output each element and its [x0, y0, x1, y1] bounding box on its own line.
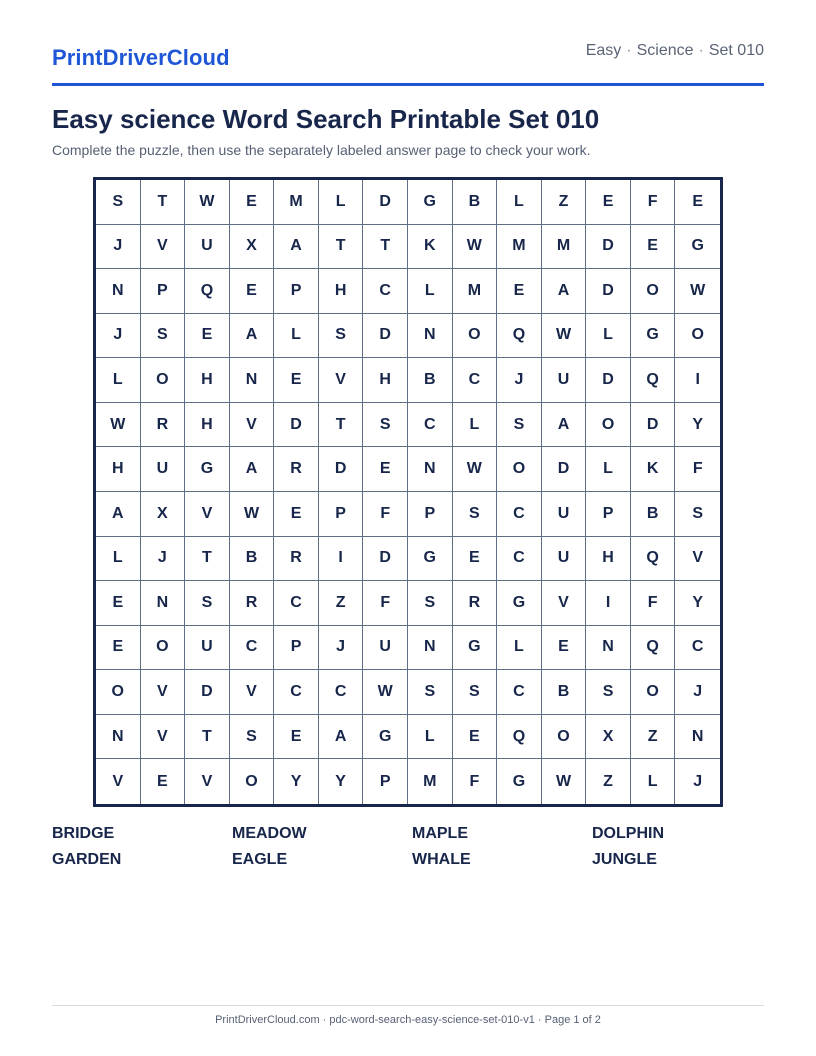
grid-cell[interactable]: J — [675, 670, 720, 715]
grid-cell[interactable]: M — [497, 225, 542, 270]
breadcrumb — [586, 42, 764, 60]
grid-cell[interactable]: C — [363, 269, 408, 314]
footer-doc-id: pdc-word-search-easy-science-set-010-v1 — [329, 1014, 535, 1026]
footer-site: PrintDriverCloud.com — [215, 1014, 320, 1026]
grid-cell[interactable]: M — [542, 225, 587, 270]
grid-cell[interactable]: D — [586, 225, 631, 270]
footer-divider — [52, 1005, 764, 1006]
grid-cell[interactable]: Q — [497, 314, 542, 359]
grid-cell[interactable]: D — [274, 403, 319, 448]
grid-cell[interactable]: H — [185, 358, 230, 403]
grid-cell[interactable]: C — [497, 492, 542, 537]
grid-cell[interactable]: E — [542, 626, 587, 671]
grid-cell[interactable]: C — [453, 358, 498, 403]
grid-cell[interactable]: N — [586, 626, 631, 671]
grid-cell[interactable]: L — [631, 759, 676, 804]
grid-cell[interactable]: U — [542, 358, 587, 403]
grid-cell[interactable]: Z — [586, 759, 631, 804]
grid-cell[interactable]: L — [274, 314, 319, 359]
grid-cell[interactable]: S — [141, 314, 186, 359]
grid-cell[interactable]: T — [185, 715, 230, 760]
grid-cell[interactable]: S — [453, 492, 498, 537]
grid-cell[interactable]: X — [586, 715, 631, 760]
grid-cell[interactable]: S — [363, 403, 408, 448]
breadcrumb-set: Set 010 — [708, 42, 764, 59]
grid-cell[interactable]: L — [497, 180, 542, 225]
grid-cell[interactable]: E — [363, 447, 408, 492]
grid-cell[interactable]: D — [631, 403, 676, 448]
grid-cell[interactable]: R — [453, 581, 498, 626]
grid-cell[interactable]: G — [675, 225, 720, 270]
grid-cell[interactable]: F — [363, 492, 408, 537]
grid-cell[interactable]: P — [141, 269, 186, 314]
grid-cell[interactable]: O — [631, 269, 676, 314]
grid-cell[interactable]: H — [363, 358, 408, 403]
grid-cell[interactable]: Y — [319, 759, 364, 804]
grid-cell[interactable]: L — [586, 447, 631, 492]
grid-cell[interactable]: F — [631, 581, 676, 626]
page-subtitle: Complete the puzzle, then use the separately labeled answer page to check your work. — [52, 142, 591, 158]
grid-cell[interactable]: J — [319, 626, 364, 671]
grid-cell[interactable]: Z — [319, 581, 364, 626]
grid-cell[interactable]: F — [363, 581, 408, 626]
grid-cell[interactable]: V — [96, 759, 141, 804]
grid-cell[interactable]: A — [274, 225, 319, 270]
grid-cell[interactable]: O — [542, 715, 587, 760]
grid-cell[interactable]: A — [542, 403, 587, 448]
grid-cell[interactable]: R — [274, 447, 319, 492]
word-list-item: GARDEN — [52, 851, 122, 868]
grid-cell[interactable]: S — [675, 492, 720, 537]
grid-cell[interactable]: M — [408, 759, 453, 804]
grid-cell[interactable]: L — [497, 626, 542, 671]
word-list — [52, 825, 772, 869]
grid-cell[interactable]: P — [319, 492, 364, 537]
grid-cell[interactable]: Z — [631, 715, 676, 760]
grid-cell[interactable]: A — [230, 447, 275, 492]
grid-cell[interactable]: S — [96, 180, 141, 225]
grid-cell[interactable]: S — [453, 670, 498, 715]
grid-cell[interactable]: B — [631, 492, 676, 537]
grid-cell[interactable]: E — [453, 715, 498, 760]
grid-cell[interactable]: D — [363, 537, 408, 582]
grid-cell[interactable]: S — [408, 581, 453, 626]
grid-cell[interactable]: T — [363, 225, 408, 270]
grid-cell[interactable]: S — [497, 403, 542, 448]
grid-cell[interactable]: E — [274, 715, 319, 760]
grid-cell[interactable]: E — [230, 180, 275, 225]
grid-cell[interactable]: G — [497, 759, 542, 804]
grid-cell[interactable]: P — [274, 626, 319, 671]
grid-cell[interactable]: H — [586, 537, 631, 582]
grid-cell[interactable]: I — [586, 581, 631, 626]
grid-cell[interactable]: G — [453, 626, 498, 671]
grid-cell[interactable]: U — [542, 537, 587, 582]
grid-cell[interactable]: I — [319, 537, 364, 582]
grid-cell[interactable]: F — [675, 447, 720, 492]
grid-cell[interactable]: A — [230, 314, 275, 359]
grid-cell[interactable]: G — [363, 715, 408, 760]
grid-cell[interactable]: H — [96, 447, 141, 492]
grid-cell[interactable]: E — [631, 225, 676, 270]
grid-cell[interactable]: X — [141, 492, 186, 537]
grid-cell[interactable]: G — [408, 180, 453, 225]
grid-cell[interactable]: V — [185, 759, 230, 804]
grid-cell[interactable]: J — [96, 225, 141, 270]
grid-cell[interactable]: U — [363, 626, 408, 671]
grid-cell[interactable]: W — [230, 492, 275, 537]
grid-cell[interactable]: R — [274, 537, 319, 582]
grid-cell[interactable]: L — [586, 314, 631, 359]
grid-cell[interactable]: U — [141, 447, 186, 492]
grid-cell[interactable]: G — [185, 447, 230, 492]
grid-cell[interactable]: V — [185, 492, 230, 537]
grid-cell[interactable]: T — [319, 403, 364, 448]
breadcrumb-separator: · — [698, 42, 704, 59]
grid-cell[interactable]: V — [141, 670, 186, 715]
grid-cell[interactable]: C — [274, 670, 319, 715]
grid-cell[interactable]: Q — [631, 626, 676, 671]
word-list-item: MEADOW — [232, 825, 307, 842]
grid-cell[interactable]: U — [542, 492, 587, 537]
grid-cell[interactable]: N — [96, 715, 141, 760]
grid-cell[interactable]: C — [274, 581, 319, 626]
grid-cell[interactable]: M — [453, 269, 498, 314]
grid-cell[interactable]: S — [586, 670, 631, 715]
brand-logo[interactable]: PrintDriverCloud — [52, 45, 230, 70]
grid-cell[interactable]: D — [319, 447, 364, 492]
word-search-grid — [93, 177, 723, 807]
word-list-item: WHALE — [412, 851, 471, 868]
grid-cell[interactable]: L — [408, 269, 453, 314]
grid-cell[interactable]: S — [408, 670, 453, 715]
grid-cell[interactable]: D — [363, 314, 408, 359]
grid-cell[interactable]: D — [363, 180, 408, 225]
grid-cell[interactable]: R — [230, 581, 275, 626]
grid-cell[interactable]: P — [363, 759, 408, 804]
grid-cell[interactable]: X — [230, 225, 275, 270]
grid-cell[interactable]: N — [230, 358, 275, 403]
grid-cell[interactable]: O — [631, 670, 676, 715]
grid-cell[interactable]: E — [96, 626, 141, 671]
grid-cell[interactable]: O — [141, 626, 186, 671]
footer-separator: · — [537, 1014, 542, 1026]
grid-cell[interactable]: E — [96, 581, 141, 626]
grid-cell[interactable]: V — [230, 670, 275, 715]
footer-separator: · — [322, 1014, 327, 1026]
grid-cell[interactable]: N — [141, 581, 186, 626]
grid-cell[interactable]: L — [96, 358, 141, 403]
grid-cell[interactable]: U — [185, 626, 230, 671]
grid-cell[interactable]: L — [319, 180, 364, 225]
grid-cell[interactable]: J — [96, 314, 141, 359]
grid-cell[interactable]: W — [453, 225, 498, 270]
grid-cell[interactable]: Q — [631, 537, 676, 582]
grid-cell[interactable]: N — [408, 626, 453, 671]
grid-cell[interactable]: B — [408, 358, 453, 403]
grid-cell[interactable]: J — [141, 537, 186, 582]
breadcrumb-subject: Science — [636, 42, 694, 59]
grid-cell[interactable]: E — [230, 269, 275, 314]
grid-cell[interactable]: B — [542, 670, 587, 715]
grid-cell[interactable]: E — [586, 180, 631, 225]
grid-cell[interactable]: D — [586, 269, 631, 314]
grid-cell[interactable]: N — [96, 269, 141, 314]
grid-cell[interactable]: V — [675, 537, 720, 582]
grid-cell[interactable]: Y — [675, 403, 720, 448]
grid-cell[interactable]: E — [453, 537, 498, 582]
grid-cell[interactable]: L — [453, 403, 498, 448]
breadcrumb-separator: · — [626, 42, 632, 59]
footer-page-number: Page 1 of 2 — [544, 1014, 601, 1026]
grid-cell[interactable]: E — [274, 358, 319, 403]
grid-cell[interactable]: A — [542, 269, 587, 314]
page-title: Easy science Word Search Printable Set 010 — [52, 104, 600, 134]
grid-cell[interactable]: T — [319, 225, 364, 270]
grid-cell[interactable]: V — [230, 403, 275, 448]
grid-cell[interactable]: V — [141, 225, 186, 270]
grid-cell[interactable]: S — [230, 715, 275, 760]
grid-cell[interactable]: H — [319, 269, 364, 314]
grid-cell[interactable]: M — [274, 180, 319, 225]
grid-cell[interactable]: C — [319, 670, 364, 715]
grid-cell[interactable]: W — [542, 314, 587, 359]
grid-cell[interactable]: C — [230, 626, 275, 671]
grid-cell[interactable]: P — [274, 269, 319, 314]
grid-cell[interactable]: O — [497, 447, 542, 492]
grid-cell[interactable]: A — [319, 715, 364, 760]
grid-cell[interactable]: O — [230, 759, 275, 804]
grid-cell[interactable]: S — [319, 314, 364, 359]
grid-cell[interactable]: W — [185, 180, 230, 225]
grid-cell[interactable]: E — [274, 492, 319, 537]
grid-cell[interactable]: E — [185, 314, 230, 359]
grid-cell[interactable]: J — [693, 772, 703, 790]
grid-cell[interactable]: S — [185, 581, 230, 626]
word-list-item: DOLPHIN — [592, 825, 664, 842]
grid-cell[interactable]: O — [141, 358, 186, 403]
grid-cell[interactable]: C — [675, 626, 720, 671]
grid-cell[interactable]: C — [497, 670, 542, 715]
grid-cell[interactable]: P — [408, 492, 453, 537]
grid-cell[interactable]: K — [408, 225, 453, 270]
grid-cell[interactable]: B — [230, 537, 275, 582]
grid-cell[interactable]: H — [185, 403, 230, 448]
grid-cell[interactable]: Y — [274, 759, 319, 804]
grid-cell[interactable]: C — [408, 403, 453, 448]
grid-cell[interactable]: O — [586, 403, 631, 448]
grid-cell[interactable]: I — [675, 358, 720, 403]
word-list-item: BRIDGE — [52, 825, 115, 842]
grid-cell[interactable]: Q — [497, 715, 542, 760]
grid-cell[interactable]: O — [675, 314, 720, 359]
grid-cell[interactable]: Y — [675, 581, 720, 626]
grid-cell[interactable]: W — [453, 447, 498, 492]
grid-cell[interactable]: P — [586, 492, 631, 537]
grid-cell[interactable]: G — [408, 537, 453, 582]
grid-cell[interactable]: W — [96, 403, 141, 448]
grid-cell[interactable]: F — [631, 180, 676, 225]
grid-cell[interactable]: J — [497, 358, 542, 403]
word-list-item: MAPLE — [412, 825, 468, 842]
grid-cell[interactable]: N — [408, 314, 453, 359]
grid-cell[interactable]: Q — [631, 358, 676, 403]
grid-cell[interactable]: U — [185, 225, 230, 270]
grid-cell[interactable]: N — [408, 447, 453, 492]
grid-cell[interactable]: Z — [542, 180, 587, 225]
grid-cell[interactable]: K — [631, 447, 676, 492]
grid-cell[interactable]: T — [185, 537, 230, 582]
grid-cell[interactable]: F — [453, 759, 498, 804]
header-divider — [52, 83, 764, 86]
grid-cell[interactable]: D — [542, 447, 587, 492]
grid-cell[interactable]: R — [141, 403, 186, 448]
grid-cell[interactable]: A — [96, 492, 141, 537]
grid-cell[interactable]: T — [141, 180, 186, 225]
grid-cell[interactable]: G — [497, 581, 542, 626]
grid-cell[interactable]: O — [96, 670, 141, 715]
grid-cell[interactable]: C — [497, 537, 542, 582]
grid-cell[interactable]: L — [408, 715, 453, 760]
word-list-item: JUNGLE — [592, 851, 657, 868]
page-header — [52, 0, 764, 86]
grid-cell[interactable]: V — [141, 715, 186, 760]
grid-cell[interactable]: O — [453, 314, 498, 359]
grid-cell[interactable]: V — [319, 358, 364, 403]
grid-cell[interactable]: N — [675, 715, 720, 760]
grid-cell[interactable]: L — [96, 537, 141, 582]
grid-cell[interactable]: Q — [185, 269, 230, 314]
grid-cell[interactable]: E — [497, 269, 542, 314]
grid-cell[interactable]: B — [453, 180, 498, 225]
grid-cell[interactable]: G — [631, 314, 676, 359]
grid-cell[interactable]: V — [542, 581, 587, 626]
breadcrumb-difficulty: Easy — [585, 42, 622, 59]
grid-cell[interactable]: W — [542, 759, 587, 804]
grid-cell[interactable]: D — [185, 670, 230, 715]
grid-cell[interactable]: W — [363, 670, 408, 715]
word-list-item: EAGLE — [232, 851, 288, 868]
grid-cell[interactable]: W — [675, 269, 720, 314]
grid-cell[interactable]: E — [675, 180, 720, 225]
page-footer — [0, 1014, 816, 1026]
grid-cell[interactable]: E — [141, 759, 186, 804]
grid-cell[interactable]: D — [586, 358, 631, 403]
